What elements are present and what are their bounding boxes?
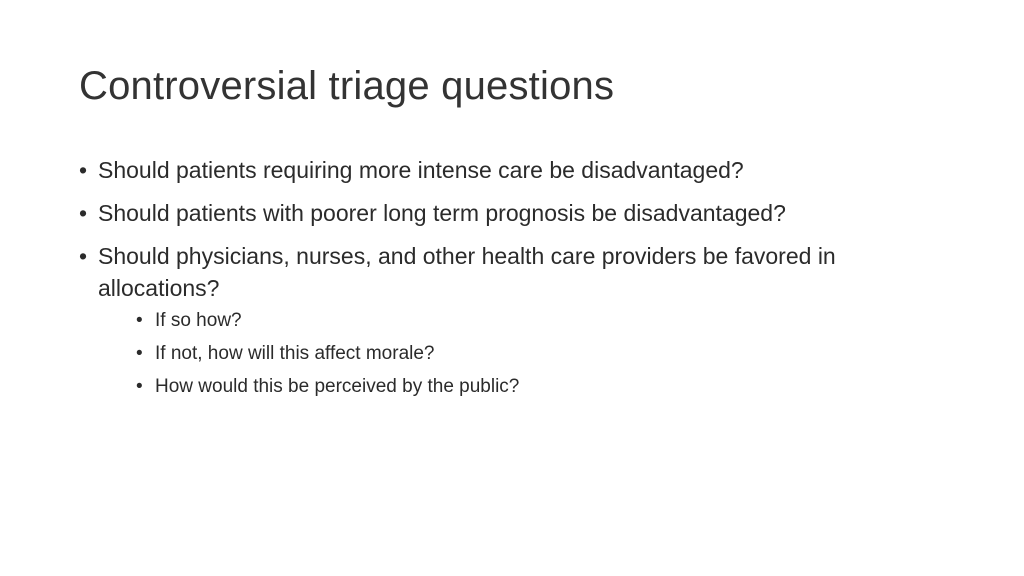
slide-body (79, 154, 959, 411)
sub-bullet-text: If so how? (155, 310, 242, 331)
bullet-item (79, 154, 959, 186)
bullet-dot: • (79, 157, 88, 183)
sub-bullet-item (136, 341, 959, 367)
sub-bullet-item (136, 374, 959, 400)
sub-bullet-dot: • (136, 310, 143, 331)
bullet-dot: • (79, 243, 88, 269)
slide-title: Controversial triage questions (79, 64, 615, 108)
bullet-list (79, 154, 959, 400)
sub-bullet-item (136, 308, 959, 334)
sub-bullet-text: How would this be perceived by the public? (155, 376, 520, 397)
bullet-item (79, 197, 959, 229)
sub-bullet-list (98, 308, 959, 400)
bullet-item (79, 240, 959, 400)
sub-bullet-dot: • (136, 376, 143, 397)
bullet-text: Should patients requiring more intense care be disadvantaged? (98, 157, 744, 183)
sub-bullet-text: If not, how will this affect morale? (155, 343, 435, 364)
bullet-text: Should patients with poorer long term prognosis be disadvantaged? (98, 200, 786, 226)
bullet-dot: • (79, 200, 88, 226)
bullet-text: Should physicians, nurses, and other health care providers be favored in allocations? (98, 243, 836, 301)
sub-bullet-dot: • (136, 343, 143, 364)
